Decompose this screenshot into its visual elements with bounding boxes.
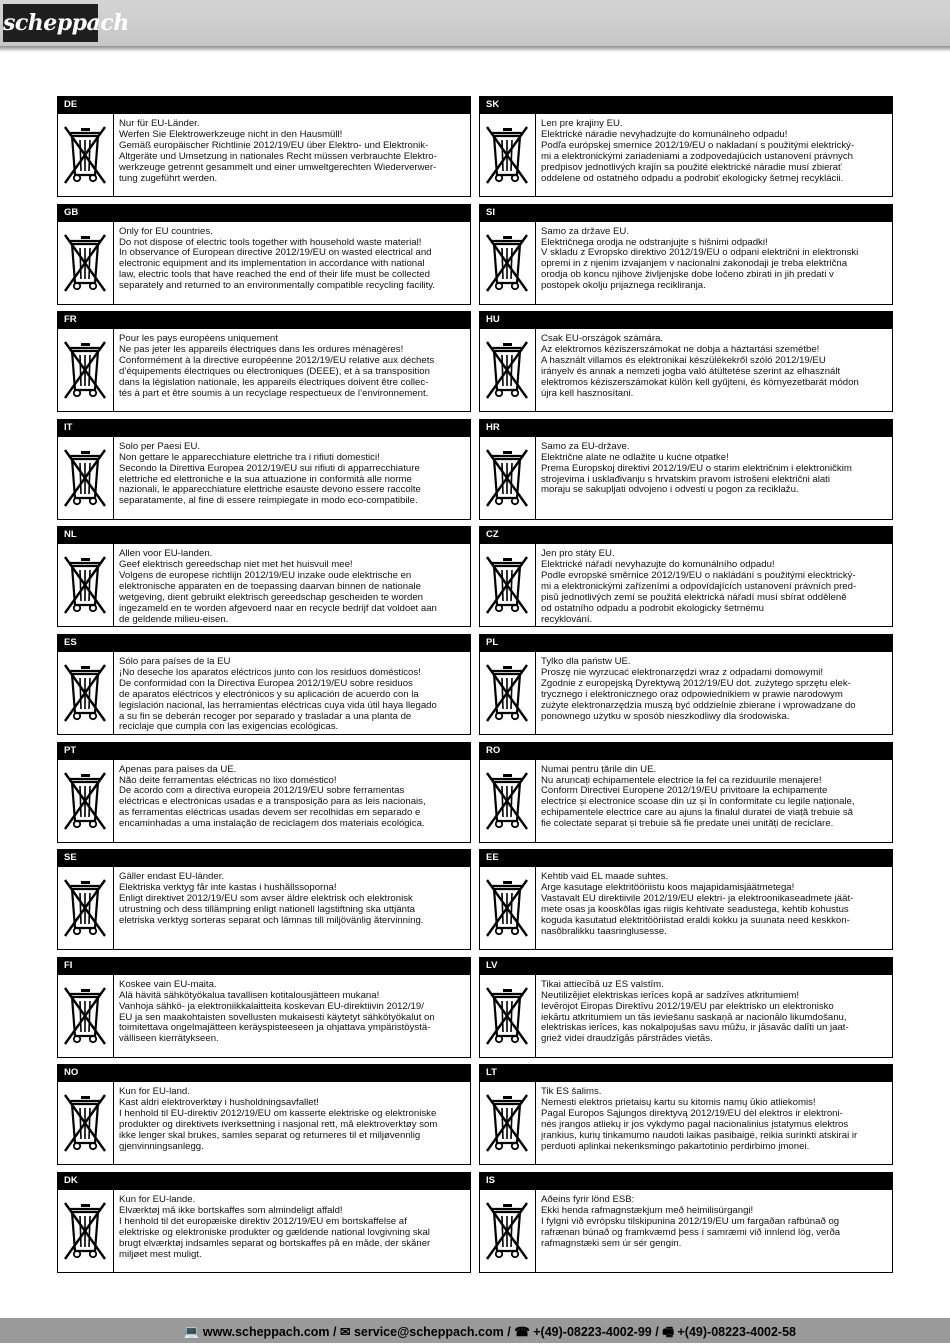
computer-icon: 💻 <box>183 1325 200 1339</box>
weee-crossed-bin-icon <box>58 222 114 304</box>
text-line: od ostatního odpadu a podrobit ekologicky šetrnému <box>541 603 764 614</box>
text-line: encaminhadas a uma instalação de reciclagem dos materiais ecológica. <box>119 819 425 830</box>
text-line: strojevima i usklađivanju s hrvatskim pravom istrošeni električni alati <box>541 474 830 485</box>
disposal-text <box>541 227 888 292</box>
section-es <box>57 634 471 735</box>
separator: / <box>507 1325 511 1339</box>
section-si <box>479 204 893 305</box>
weee-crossed-bin-icon <box>58 114 114 196</box>
text-line: Len pre krajiny EÚ. <box>541 119 623 129</box>
text-line: Gemäß europäischer Richtlinie 2012/19/EU über Elektro- und Elektronik- <box>119 140 429 151</box>
text-line: Ekki henda rafmagnstækjum með heimilisúrgangi! <box>541 1205 754 1216</box>
text-line: Tylko dla państw UE. <box>541 657 631 667</box>
text-line: perduoti aplinkai nekenksmingo pakartotinio perdirbimo įmonei. <box>541 1141 810 1152</box>
disposal-text <box>119 227 466 292</box>
section-body <box>57 1190 471 1273</box>
text-line: gjenvinningsanlegg. <box>119 1141 204 1152</box>
text-line: fie colectate separat și trebuie să fie predate unei unități de reciclare. <box>541 819 834 830</box>
text-line: tung zugeführt werden. <box>119 173 218 184</box>
text-line: Neutilizējiet elektriskas ierīces kopā ar sadzīves atkritumiem! <box>541 990 800 1001</box>
text-line: reciclaje que cumpla con las exigencias ecológicas. <box>119 722 339 733</box>
section-body <box>479 760 893 843</box>
text-line: brugt elværktøj indsamles separat og bortskaffes på en måde, der skåner <box>119 1238 431 1249</box>
text-line: Elektriska verktyg får inte kastas i hushållssoporna! <box>119 883 337 894</box>
text-line: Kehtib vaid EL maade suhtes. <box>541 872 669 883</box>
separator: / <box>333 1325 337 1339</box>
section-body <box>479 437 893 520</box>
weee-crossed-bin-icon <box>480 1082 536 1164</box>
text-line: irányelv és annak a nemzeti jogba való átültetése szerint az elhasznált <box>541 366 841 377</box>
text-line: zużyte elektronarzędzia muszą być oddzielnie zbierane i wprowadzane do <box>541 700 856 711</box>
section-hr <box>479 419 893 520</box>
text-line: A használt villamos és elektronikai készülékekről szóló 2012/19/EU <box>541 356 826 366</box>
text-line: predpisov jednotlivých krajín sa použité elektrické náradie musí zbierať <box>541 162 842 173</box>
section-fr <box>57 311 471 412</box>
country-code: NO <box>57 1064 471 1082</box>
section-it <box>57 419 471 520</box>
text-line: wetgeving, dient gebruikt elektrisch gereedschap gescheiden te worden <box>119 593 423 604</box>
text-line: law, electric tools that have reached the end of their life must be collected <box>119 270 430 281</box>
text-line: Aðeins fyrir lönd ESB: <box>541 1195 635 1205</box>
text-line: ponownego użytku w sposób nieszkodliwy dla środowiska. <box>541 711 790 722</box>
text-line: Ärge kasutage elektritööriistu koos majapidamisjäätmetega! <box>541 883 795 894</box>
section-body <box>479 114 893 197</box>
section-lt <box>479 1064 893 1165</box>
weee-crossed-bin-icon <box>58 867 114 949</box>
scheppach-logo: scheppach <box>3 4 98 42</box>
weee-crossed-bin-icon <box>480 437 536 519</box>
disposal-text <box>541 765 888 830</box>
disposal-text <box>541 980 888 1045</box>
disposal-text <box>119 980 466 1045</box>
text-line: ikke lenger skal brukes, samles separat og returneres til et miljøvennlig <box>119 1131 421 1142</box>
section-body <box>479 222 893 305</box>
text-line: mete osas ja kooskõlas igas riigis kehtivate seadustega, kehtib kohustus <box>541 904 849 915</box>
section-de <box>57 96 471 197</box>
country-code: DK <box>57 1172 471 1190</box>
section-body <box>479 1190 893 1273</box>
text-line: Não deite ferramentas eléctricas no lixo doméstico! <box>119 775 337 786</box>
country-code: SI <box>479 204 893 222</box>
text-line: újra kell hasznosítani. <box>541 388 634 399</box>
text-line: Tikai attiecībā uz ES valstīm. <box>541 979 664 990</box>
section-gb <box>57 204 471 305</box>
text-line: Only for EU countries. <box>119 226 213 237</box>
disposal-text <box>119 442 466 507</box>
text-line: elektromos kéziszerszámokat külön kell gyűjteni, és környezetbarát módon <box>541 377 859 388</box>
weee-crossed-bin-icon <box>480 544 536 626</box>
text-line: Werfen Sie Elektrowerkzeuge nicht in den Hausmüll! <box>119 129 343 140</box>
weee-crossed-bin-icon <box>480 222 536 304</box>
text-line: Elektrické náradie nevyhadzujte do komunálneho odpadu! <box>541 129 788 140</box>
weee-crossed-bin-icon <box>480 1190 536 1272</box>
text-line: I henhold til det europæiske direktiv 2012/19/EU em bortskaffelse af <box>119 1216 407 1227</box>
text-line: nasõbralikku taasringlusesse. <box>541 926 667 937</box>
section-body <box>57 544 471 627</box>
weee-crossed-bin-icon <box>58 329 114 411</box>
country-code: PT <box>57 742 471 760</box>
text-line: EU ja sen maakohtaisten sovellusten mukaisesti käytetyt sähkötyökalut on <box>119 1012 435 1023</box>
country-code: LT <box>479 1064 893 1082</box>
text-line: Az elektromos kéziszerszámokat ne dobja a háztartási szemétbe! <box>541 345 820 356</box>
disposal-text <box>541 1087 888 1152</box>
phone-number: +(49)-08223-4002-99 <box>533 1325 652 1339</box>
text-line: eletriska verktyg sorteras separat och lämnas till miljövänlig återvinning. <box>119 915 424 926</box>
text-line: eléctricas e electrónicas usadas e a transposição para as leis nacionais, <box>119 797 426 808</box>
text-line: Proszę nie wyrzucać elektronarzędzi wraz z odpadami domowymi! <box>541 667 824 678</box>
footer-bar <box>0 1318 950 1343</box>
text-line: elektronische apparaten en de toepassing daarvan binnen de nationale <box>119 582 421 593</box>
disposal-text <box>541 872 888 937</box>
phone-icon: ☎ <box>514 1325 530 1339</box>
text-line: de aparatos eléctricos y electrónicos y su aplicación de acuerdo con la <box>119 689 419 700</box>
fax-icon: 🖷 <box>662 1325 675 1339</box>
text-line: Električnega orodja ne odstranjujte s hišnimi odpadki! <box>541 237 768 248</box>
country-code: FR <box>57 311 471 329</box>
country-code: SK <box>479 96 893 114</box>
text-line: Prema Europskoj direktivi 2012/19/EU o starim električnim i elektroničkim <box>541 463 852 474</box>
text-line: Conform Directivei Europene 2012/19/EU privitoare la echipamente <box>541 786 828 797</box>
disposal-text <box>119 1195 466 1260</box>
disposal-text <box>119 657 466 733</box>
weee-crossed-bin-icon <box>480 329 536 411</box>
country-code: IS <box>479 1172 893 1190</box>
country-code: LV <box>479 957 893 975</box>
section-se <box>57 849 471 950</box>
text-line: De conformidad con la Directiva Europea 2012/19/EU sobre residuos <box>119 678 413 689</box>
disposal-text <box>119 334 466 399</box>
text-line: Conformément à la directive européenne 2012/19/EU relative aux déchets <box>119 356 435 366</box>
disposal-text <box>119 765 466 830</box>
text-line: Pour les pays européens uniquement <box>119 334 278 345</box>
section-pl <box>479 634 893 735</box>
text-line: In observance of European directive 2012/19/EU on wasted electrical and <box>119 248 432 259</box>
disposal-text <box>541 442 888 497</box>
text-line: Non gettare le apparecchiature elettriche tra i rifiuti domestici! <box>119 452 380 463</box>
disposal-text <box>541 549 888 625</box>
text-line: mi a elektronickými zariadeniami a zodpovedajúcich ustanovení právnych <box>541 151 853 162</box>
disposal-text <box>541 119 888 184</box>
text-line: trycznego i elektronicznego oraz odpowiednikiem w prawie narodowym <box>541 689 843 700</box>
text-line: Allen voor EU-landen. <box>119 549 213 560</box>
weee-crossed-bin-icon <box>480 867 536 949</box>
text-line: orodja ob koncu njihove življenjske dobe ločeno zbirati in jih predati v <box>541 270 834 281</box>
text-line: postopek okolju prijaznega recikliranja. <box>541 281 706 292</box>
text-line: Í fylgni við evrópsku tilskipunina 2012/19/EU um fargaðan rafbúnað og <box>541 1216 840 1227</box>
text-line: Zgodnie z europejską Dyrektywą 2012/19/EU dot. zużytego sprzętu elek- <box>541 678 851 689</box>
weee-crossed-bin-icon <box>58 544 114 626</box>
disposal-text <box>119 549 466 625</box>
header-bar <box>0 0 950 46</box>
country-code: RO <box>479 742 893 760</box>
section-body <box>57 437 471 520</box>
mail-icon: ✉ <box>340 1325 351 1339</box>
text-line: separatamente, al fine di essere reimpiegate in modo eco-compatibile. <box>119 496 418 507</box>
text-line: opremi in z njenim izvajanjem v nacionalni zakonodaji je treba električna <box>541 259 848 270</box>
text-line: Kun for EU-lande. <box>119 1195 196 1205</box>
country-code: FI <box>57 957 471 975</box>
section-sk <box>479 96 893 197</box>
text-line: Secondo la Direttiva Europea 2012/19/EU sui rifiuti di apparrecchiature <box>119 463 420 474</box>
weee-crossed-bin-icon <box>480 975 536 1057</box>
text-line: Podľa európskej smernice 2012/19/EU o nakladaní s použitými elektrický- <box>541 140 855 151</box>
section-hu <box>479 311 893 412</box>
section-dk <box>57 1172 471 1273</box>
text-line: dans la législation nationale, les appareils électriques doivent être collec- <box>119 377 429 388</box>
section-is <box>479 1172 893 1273</box>
weee-crossed-bin-icon <box>480 652 536 734</box>
text-line: Ne pas jeter les appareils électriques dans les ordures ménagères! <box>119 345 404 356</box>
country-code: IT <box>57 419 471 437</box>
text-line: Altgeräte und Umsetzung in nationales Recht müssen verbrauchte Elektro- <box>119 151 437 162</box>
separator: / <box>655 1325 659 1339</box>
section-body <box>57 975 471 1058</box>
text-line: Koskee vain EU-maita. <box>119 979 217 990</box>
text-line: Kast aldri elektroverktøy i husholdningsavfallet! <box>119 1098 319 1109</box>
disposal-text <box>541 334 888 399</box>
weee-crossed-bin-icon <box>480 114 536 196</box>
text-line: I henhold til EU-direktiv 2012/19/EU om kasserte elektriske og elektroniske <box>119 1109 437 1120</box>
header-shadow <box>0 46 950 52</box>
text-line: įrankius, kurių tinkamumo naudoti laikas pasibaigė, reikia surinkti atskirai ir <box>541 1131 858 1142</box>
country-code: EE <box>479 849 893 867</box>
weee-crossed-bin-icon <box>58 1082 114 1164</box>
email-link[interactable]: service@scheppach.com <box>353 1325 504 1339</box>
section-nl <box>57 526 471 627</box>
website-link[interactable]: www.scheppach.com <box>202 1325 330 1339</box>
section-body <box>57 1082 471 1165</box>
text-line: Samo za EU-države. <box>541 441 630 452</box>
text-line: elektriske og elektroniske produkter og gældende national lovgivning skal <box>119 1227 430 1238</box>
text-line: separately and returned to an environmentally compatible recycling facility. <box>119 281 436 292</box>
text-line: koguda kasutatud elektritööriistad eraldi kokku ja suunata need keskkon- <box>541 915 850 926</box>
text-line: pisů jednotlivých zemí se použitá elektrická nářadí musí sbírat odděleně <box>541 593 847 604</box>
text-line: as ferramentas eléctricas usadas devem ser recolhidas em separado e <box>119 808 421 819</box>
text-line: tés à part et être soumis à un recyclage respectueux de l’environnement. <box>119 388 429 399</box>
weee-crossed-bin-icon <box>480 760 536 842</box>
fax-number: +(49)-08223-4002-58 <box>677 1325 796 1339</box>
text-line: ¡No deseche los aparatos eléctricos junto con los residuos domésticos! <box>119 667 421 678</box>
text-line: rafrænan búnað og framkvæmd þess í samræmi við innlend lög, verða <box>541 1227 841 1238</box>
text-line: echipamentele electrice care au ajuns la finalul duratei de viață trebuie să <box>541 808 853 819</box>
text-line: Apenas para países da UE. <box>119 764 237 775</box>
disposal-text <box>119 119 466 184</box>
text-line: Tik ES šalims. <box>541 1087 602 1098</box>
section-cz <box>479 526 893 627</box>
text-line: de geldende milieu-eisen. <box>119 614 229 625</box>
section-body <box>57 652 471 735</box>
text-line: Nemesti elektros prietaisų kartu su kitomis namų ūkio atliekomis! <box>541 1098 816 1109</box>
text-line: Nu aruncați echipamentele electrice la fel ca reziduurile menajere! <box>541 775 822 786</box>
text-line: Do not dispose of electric tools together with household waste material! <box>119 237 422 248</box>
section-pt <box>57 742 471 843</box>
text-line: Jen pro státy EU. <box>541 549 615 560</box>
country-code: DE <box>57 96 471 114</box>
text-line: V skladu z Evropsko direktivo 2012/19/EU o odpani električni in elektronski <box>541 248 859 259</box>
text-line: Gäller endast EU-länder. <box>119 872 225 883</box>
section-body <box>479 544 893 627</box>
text-line: legislación nacional, las herramientas eléctricas cuya vida útil haya llegado <box>119 700 437 711</box>
text-line: Ievērojot Eiropas Direktīvu 2012/19/EU par elektrisko un elektronisko <box>541 1001 834 1012</box>
country-code: SE <box>57 849 471 867</box>
text-line: Nur für EU-Länder. <box>119 119 200 129</box>
footer-contacts <box>184 1323 796 1344</box>
weee-crossed-bin-icon <box>58 975 114 1057</box>
section-fi <box>57 957 471 1058</box>
text-line: a su fin se deberán recoger por separado y trasladar a una planta de <box>119 711 412 722</box>
text-line: Numai pentru țările din UE. <box>541 764 657 775</box>
text-line: Geef elektrisch gereedschap niet met het huisvuil mee! <box>119 560 353 571</box>
text-line: Vanhoja sähkö- ja elektroniikkalaitteita koskevan EU-direktiivin 2012/19/ <box>119 1001 424 1012</box>
text-line: rafmagnstæki sem úr sér gengin. <box>541 1238 682 1249</box>
section-body <box>57 114 471 197</box>
text-line: electrice și electronice scoase din uz și în conformitate cu legile naționale, <box>541 797 855 808</box>
text-line: välliseen kierrätykseen. <box>119 1034 219 1045</box>
country-code: ES <box>57 634 471 652</box>
text-line: Kun for EU-land. <box>119 1087 190 1098</box>
text-line: d’équipements électriques ou électroniques (DEEE), et à sa transposition <box>119 366 430 377</box>
text-line: Podle evropské směrnice 2012/19/EU o nakládání s použitými elecktrický- <box>541 571 856 582</box>
text-line: griež videi draudzīgās pārstrādes vietās. <box>541 1034 713 1045</box>
text-line: Solo per Paesi EU. <box>119 441 201 452</box>
text-line: iekārtu atkritumiem un tās ieviešanu saskaņā ar nacionālo likumdošanu, <box>541 1012 847 1023</box>
text-line: elektriskas ierīces, kas nokalpojušas savu mūžu, ir jāsavāc dalīti un jaat- <box>541 1023 849 1034</box>
weee-crossed-bin-icon <box>58 760 114 842</box>
text-line: Älä hävitä sähkötyökalua tavallisen kotitalousjätteen mukana! <box>119 990 380 1001</box>
weee-crossed-bin-icon <box>58 437 114 519</box>
weee-crossed-bin-icon <box>58 652 114 734</box>
text-line: Sólo para países de la EU <box>119 657 231 667</box>
disposal-text <box>541 1195 888 1250</box>
section-body <box>479 1082 893 1165</box>
section-no <box>57 1064 471 1165</box>
country-code: GB <box>57 204 471 222</box>
section-body <box>479 975 893 1058</box>
country-code: HR <box>479 419 893 437</box>
text-line: mi a elektronickými zařízeními a odpovídajících ustanovení právních pred- <box>541 582 857 593</box>
section-body <box>479 329 893 412</box>
text-line: Samo za države EU. <box>541 226 629 237</box>
section-body <box>57 760 471 843</box>
section-ee <box>479 849 893 950</box>
text-line: Elektrické nářadí nevyhazujte do komunálního odpadu! <box>541 560 775 571</box>
text-line: miljøet mest muligt. <box>119 1249 202 1260</box>
disposal-text <box>541 657 888 722</box>
text-line: nazionali, le apparecchiature elettriche esauste devono essere raccolte <box>119 485 421 496</box>
weee-crossed-bin-icon <box>58 1190 114 1272</box>
text-line: moraju se sakupljati odvojeno i odvesti u pogon za reciklažu. <box>541 485 799 496</box>
section-body <box>57 329 471 412</box>
text-line: Električne alate ne odlažite u kućne otpatke! <box>541 452 729 463</box>
text-line: De acordo com a directiva europeia 2012/19/EU sobre ferramentas <box>119 786 405 797</box>
country-code: NL <box>57 526 471 544</box>
text-line: ingezameld en te worden afgevoerd naar en recycle bedrijf dat voldoet aan <box>119 603 437 614</box>
text-line: Csak EU-országok számára. <box>541 334 664 345</box>
text-line: Elværktøj må ikke bortskaffes som almindeligt affald! <box>119 1205 343 1216</box>
disposal-text <box>119 1087 466 1152</box>
text-line: oddelene od ostatného odpadu a podrobiť ekologicky šetrnej recyklácii. <box>541 173 844 184</box>
section-ro <box>479 742 893 843</box>
text-line: werkzeuge getrennt gesammelt und einer umweltgerechten Wiederverwer- <box>119 162 437 173</box>
country-code: PL <box>479 634 893 652</box>
text-line: Enligt direktivet 2012/19/EU som avser äldre elektrisk och elektronisk <box>119 894 413 904</box>
text-line: elettriche ed elettroniche e la sua attuazione in conformità alle norme <box>119 474 412 485</box>
text-line: produkter og direktivets iverksettning i nasjonal rett, må elektroverktøy som <box>119 1120 438 1131</box>
text-line: Vastavalt EÜ direktiivile 2012/19/EU elektri- ja elektroonikaseadmete jäät- <box>541 894 854 904</box>
section-lv <box>479 957 893 1058</box>
disposal-text <box>119 872 466 927</box>
text-line: recyklování. <box>541 614 593 625</box>
text-line: toimitettava ongelmajätteen keräyspisteeseen ja ohjattava ympäristöystä- <box>119 1023 431 1034</box>
text-line: nės įrangos atliekų ir jos vykdymo pagal nacionalinius įstatymus elektros <box>541 1120 849 1131</box>
section-body <box>57 222 471 305</box>
section-body <box>479 652 893 735</box>
text-line: utrustning och dess tillämpning enligt nationell lagstiftning ska uttjänta <box>119 904 415 915</box>
text-line: Volgens de europese richtlijn 2012/19/EU inzake oude elektrische en <box>119 571 412 582</box>
text-line: electronic equipment and its implementation in accordance with national <box>119 259 425 270</box>
section-body <box>57 867 471 950</box>
section-body <box>479 867 893 950</box>
text-line: Pagal Europos Sąjungos direktyvą 2012/19/EU dėl elektros ir elektroni- <box>541 1109 843 1120</box>
country-code: HU <box>479 311 893 329</box>
country-code: CZ <box>479 526 893 544</box>
